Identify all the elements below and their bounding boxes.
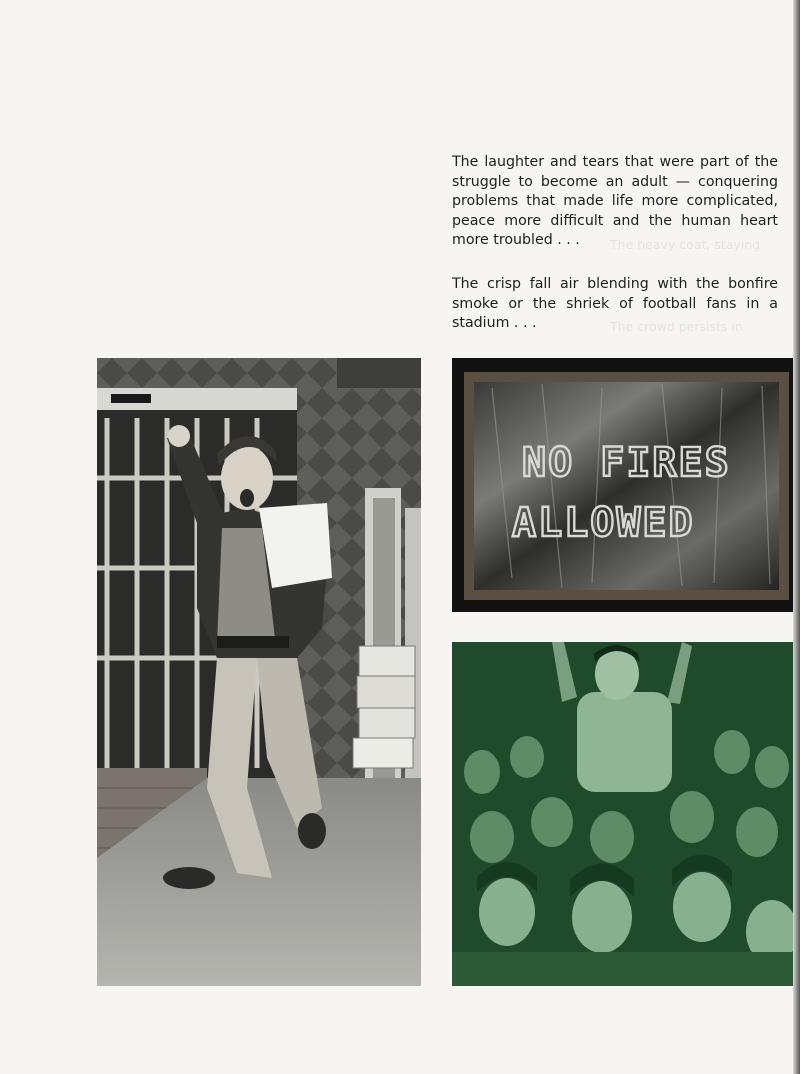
hallway-photo [97,358,421,986]
bleed-through-text: The heavy coat, staying [610,237,761,252]
pep-rally-crowd-art [452,642,793,986]
bleed-through-text: The crowd persists in [610,319,743,334]
sign-line-1: NO FIRES [522,440,731,486]
pep-rally-crowd-photo [452,642,793,986]
no-fires-sign-art [452,358,793,612]
hallway-photo-art [97,358,421,986]
body-paragraph-2: The crisp fall air blending with the bonfire smoke or the shriek of football fans in a stadium . . . [452,276,778,331]
body-paragraph-1: The laughter and tears that were part of the struggle to become an adult — conquering problems that made life more complicated, peace more difficult and the human heart more troubled . . . [452,154,778,248]
page-edge [793,0,800,1074]
sign-line-2: ALLOWED [512,500,695,546]
no-fires-sign-photo [452,358,793,612]
